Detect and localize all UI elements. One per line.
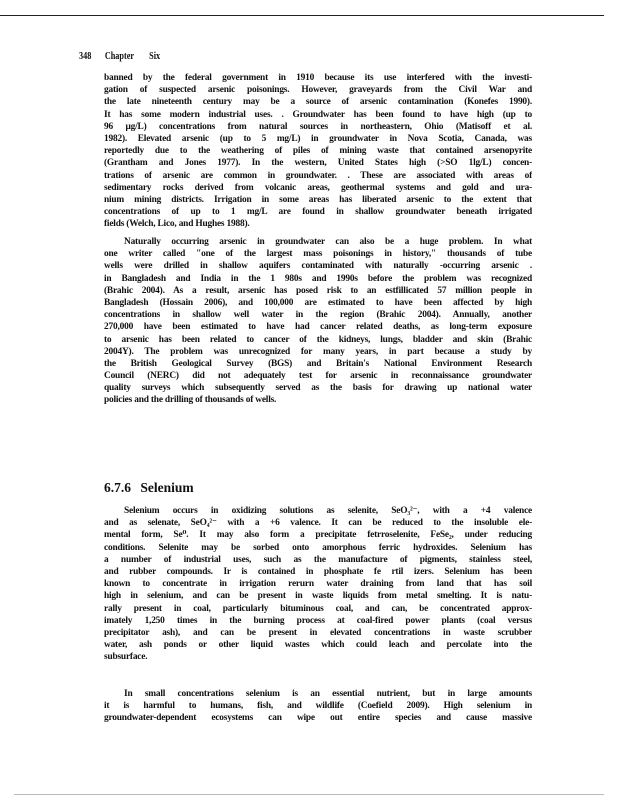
text-line: conditions. Selenite may be sorbed onto amorphous ferric hydroxides. Selenium has: [104, 542, 532, 553]
text-line: the British Geological Survey (BGS) and Britain's National Environment Research: [104, 358, 532, 369]
chapter-label: Chapter: [104, 51, 134, 62]
paragraph-selenium-effects: [104, 688, 532, 725]
text-line: policies and the drilling of thousands of wells.: [104, 395, 277, 406]
text-line: gation of suspected arsenic poisonings. However, graveyards from the Civil War and: [104, 85, 532, 96]
section-heading: [104, 480, 194, 496]
text-line: banned by the federal government in 1910 because its use interfered with the investi-: [104, 73, 532, 83]
text-line: concentrations in shallow well water in the region (Brahic 2004). Annually, another: [104, 310, 532, 321]
text-line: groundwater-dependent ecosystems can wipe out entire species and cause massive: [104, 713, 532, 724]
text-line: water, ash ponds or other liquid wastes which could leach and percolate into the: [104, 640, 532, 651]
text-line: rally present in coal, particularly bituminous coal, and can, be concentrated approx-: [104, 603, 532, 614]
text-line: Bangladesh (Hossain 2006), and 100,000 are estimated to have been affected by high: [104, 297, 532, 308]
text-line: precipitator ash), and can be present in elevated concentrations in waste scrubber: [104, 627, 532, 638]
text-line: known to concentrate in irrigation rerurn water draining from land that has soil: [104, 579, 532, 590]
text-line: subsurface.: [104, 652, 148, 663]
running-head: [79, 51, 160, 62]
paragraph-arsenic-history: [104, 72, 532, 230]
text-line: Selenium occurs in oxidizing solutions as selenite, SeO₃²⁻, with a +4 valence: [124, 506, 532, 516]
text-line: sedimentary rocks derived from volcanic areas, geothermal systems and gold and ura-: [104, 182, 532, 193]
paragraph-selenium-chemistry: [104, 505, 532, 663]
text-line: 1982). Elevated arsenic (up to 5 mg/L) in groundwater in Nova Scotia, Canada, was: [104, 133, 532, 144]
text-line: trations of arsenic are common in groundwater. . These are associated with areas of: [104, 170, 532, 181]
section-number: 6.7.6: [104, 480, 131, 495]
text-line: fields (Welch, Lico, and Hughes 1988).: [104, 219, 250, 230]
text-line: nium mining districts. Irrigation in some areas has liberated arsenic to the extent that: [104, 194, 532, 205]
text-line: Naturally occurring arsenic in groundwater can also be a huge problem. In what: [124, 237, 532, 247]
text-line: imately 1,250 times in the burning process at coal-fired power plants (coal versus: [104, 615, 532, 626]
text-line: In small concentrations selenium is an essential nutrient, but in large amounts: [124, 689, 532, 699]
page-number: 348: [79, 51, 92, 62]
text-line: quality surveys which subsequently served as the basis for drawing up national water: [104, 383, 532, 394]
text-line: high in selenium, and can be present in waste liquids from metal smelting. It is natu-: [104, 591, 532, 602]
text-line: 2004Y). The problem was unrecognized for many years, in part because a study by: [104, 346, 532, 357]
text-line: mental form, Se⁰. It may also form a precipitate fetrroselenite, FeSe₂, under reducing: [104, 530, 532, 541]
text-line: one writer called "one of the largest mass poisonings in history," thousands of tube: [104, 249, 532, 260]
text-line: and rubber compounds. Ir is contained in phosphate fe rtil izers. Selenium has been: [104, 566, 532, 577]
text-line: (Brahic 2004). As a result, arsenic has posed risk to an estfillicated 57 million people in: [104, 285, 532, 296]
text-line: It has some modern industrial uses. . Groundwater has been found to have high (up to: [104, 109, 532, 120]
paragraph-arsenic-bangladesh: [104, 236, 532, 407]
text-line: a number of industrial uses, such as the manufacture of pigments, stainless steel,: [104, 554, 532, 565]
text-line: the late nineteenth century may be a source of arsenic contamination (Konefes 1990).: [104, 97, 532, 108]
top-rule: [0, 15, 604, 16]
chapter-number: Six: [149, 51, 161, 62]
text-line: wells were drilled in shallow aquifers contaminated with naturally -occurring arsenic .: [104, 261, 532, 272]
text-line: reportedly due to the weathering of piles of mining waste that contained arsenopyrite: [104, 146, 532, 157]
text-line: it is harmful to humans, fish, and wildlife (Coefield 2009). High selenium in: [104, 701, 532, 712]
text-line: and as selenate, SeO₄²⁻ with a +6 valence. It can be reduced to the insoluble ele-: [104, 518, 532, 529]
text-line: (Grantham and Jones 1977). In the western, United States high (>SO 1lg/L) concen-: [104, 158, 532, 169]
text-line: in Bangladesh and India in the 1 980s and 1990s before the problem was recognized: [104, 273, 532, 284]
text-line: concentrations of up to 1 mg/L are found in shallow groundwater beneath irrigated: [104, 207, 532, 218]
text-line: 270,000 have been estimated to have had cancer related deaths, as long-term exposure: [104, 322, 532, 333]
text-line: Council (NERC) did not adequately test for arsenic in reconnaissance groundwater: [104, 371, 532, 382]
bottom-rule: [14, 794, 604, 795]
text-line: to arsenic has been related to cancer of the kidneys, lungs, bladder and skin (Brahic: [104, 334, 532, 345]
text-line: 96 μg/L) concentrations from natural sources in northeastern, Ohio (Matisoff et al.: [104, 121, 532, 132]
section-title: Selenium: [140, 480, 194, 495]
